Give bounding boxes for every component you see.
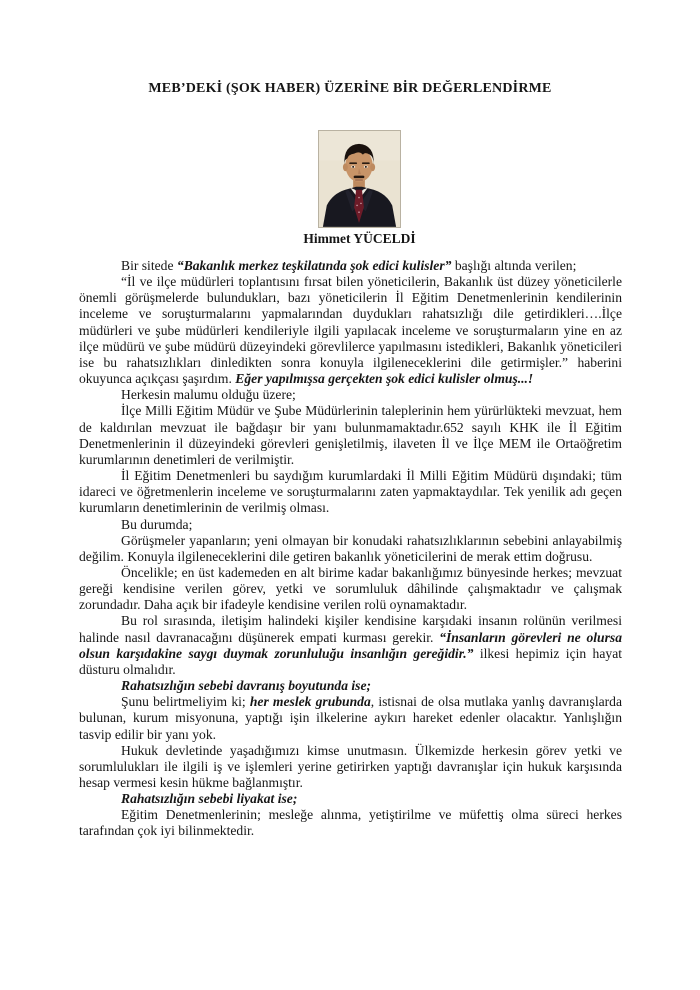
- text-segment: Herkesin malumu olduğu üzere;: [121, 387, 296, 403]
- emphasized-text-segment: “Bakanlık merkez teşkilatında şok edici kulisler”: [176, 258, 452, 273]
- paragraph: [79, 694, 622, 742]
- text-segment: Hukuk devletinde yaşadığımızı kimse unutmasın. Ülkemizde herkesin görev yetki ve sorumlulukları ile ilgili iş ve işlemleri yerine getirirken yaptığı davranışlar için hukuk karşısında hesap vermesi kesin hükme bağlanmıştır.: [79, 742, 622, 790]
- text-segment: Öncelikle; en üst kademeden en alt birime kadar bakanlığımız bünyesinde herkes; mevzuat gereği kendisine verilen görev, yetki ve sorumluluk dâhilinde çalışmaktadır ve çalışmak zorundadır. Daha açık bir ifadeyle kendisine verilen rolü oynamaktadır.: [79, 564, 622, 613]
- text-segment: Eğitim Denetmenlerinin; mesleğe alınma, yetiştirilme ve müfettiş olma süreci herkes tarafından çok iyi bilinmektedir.: [79, 807, 622, 839]
- emphasized-text-segment: Eğer yapılmışsa gerçekten şok edici kulisler olmuş...!: [235, 371, 534, 387]
- document-title: MEB’DEKİ (ŞOK HABER) ÜZERİNE BİR DEĞERLENDİRME: [148, 81, 552, 96]
- author-photo-figure: [303, 130, 416, 246]
- paragraph: [79, 743, 622, 791]
- emphasized-text-segment: Rahatsızlığın sebebi davranış boyutunda ise;: [121, 678, 372, 694]
- text-segment: İlçe Milli Eğitim Müdür ve Şube Müdürlerinin taleplerinin hem yürürlükteki mevzuat, hem de kaldırılan mevzuat ile bağdaşır bir yanı bulunmamaktadır.652 sayılı KHK ile İl Eğitim Denetmenlerinin il düzeyindeki görevleri genişletilmiş, ilaveten İl ve İlçe MEM ile Ortaöğretim kurumlarının denetimleri de verilmiştir.: [79, 403, 622, 467]
- text-segment: Şunu belirtmeliyim ki;: [121, 694, 250, 710]
- text-segment: , istisnai de olsa mutlaka yanlış davranışlarda bulunan, kurum misyonuna, yaptığı işin ilkelerine aykırı hareket edenler olacaktır. Yanlışlığın tasvip edilir bir yanı yok.: [79, 694, 623, 742]
- document-body: [79, 258, 622, 840]
- paragraph: [79, 678, 622, 694]
- text-segment: ilkesi hepimiz için hayat düsturu olmalıdır.: [79, 645, 622, 677]
- author-name-caption: Himmet YÜCELDİ: [303, 231, 416, 246]
- paragraph: [79, 533, 622, 565]
- text-segment: Bir sitede: [121, 258, 177, 273]
- paragraph: [79, 274, 622, 387]
- portrait-photo-graphic: [319, 131, 400, 227]
- text-segment: Görüşmeler yapanların; yeni olmayan bir konudaki rahatsızlıklarının sebebini anlayabilmiş değilim. Konuyla ilgileneceklerini dile getiren bakanlık yöneticilerini de merak ettim doğrusu.: [79, 532, 622, 564]
- paragraph: [79, 387, 622, 403]
- paragraph: [79, 517, 622, 533]
- emphasized-text-segment: Rahatsızlığın sebebi liyakat ise;: [121, 791, 298, 807]
- emphasized-text-segment: her meslek grubunda: [249, 694, 371, 710]
- text-segment: “İl ve ilçe müdürleri toplantısını fırsat bilen yöneticilerin, Bakanlık üst düzey yöneticilerle önemli görüşmelerde bulundukları, bazı yöneticilerin İl Eğitim Denetmenlerinin kendilerinin inceleme ve soruşturmalarını yapmalarından duydukları rahatsızlığı dile getirdikleri….İlçe müdürleri ve şube müdürleri kendileriyle ilgili yapılacak inceleme ve soruşturmaların yine en az ilçe müdürü ve şube müdürü düzeyindeki görevlilerce yapılmasını istedikleri, Bakanlık yöneticileri ise bu rahatsızlıkları dinledikten sonra konuyla ilgileneceklerini dile getirmişler.” haberini okuyunca açıkçası şaşırdım.: [79, 274, 622, 387]
- text-segment: İl Eğitim Denetmenleri bu saydığım kurumlardaki İl Milli Eğitim Müdürü dışındaki; tüm idareci ve öğretmenlerin inceleme ve soruşturmalarını zaten yapmaktaydılar. Tek yenilik adı geçen kurumların denetimlerinin de verilmiş olması.: [79, 468, 622, 516]
- paragraph: [79, 791, 622, 807]
- paragraph: [79, 613, 622, 678]
- paragraph: [79, 807, 622, 839]
- text-segment: başlığı altında verilen;: [451, 258, 577, 273]
- emphasized-text-segment: “İnsanların görevleri ne olursa olsun karşıdakine saygı duymak zorunluluğu insanlığın gereğidir.”: [79, 629, 622, 661]
- text-segment: Bu durumda;: [121, 516, 193, 532]
- paragraph: [79, 258, 622, 274]
- paragraph: [79, 403, 622, 468]
- paragraph: [79, 468, 622, 516]
- author-photo: [318, 130, 401, 228]
- paragraph: [79, 565, 622, 613]
- text-segment: Bu rol sırasında, iletişim halindeki kişiler kendisine karşıdaki insanın rolünün verilmesi halinde nasıl davranacağını düşünerek empati kurması gerekir.: [79, 613, 622, 645]
